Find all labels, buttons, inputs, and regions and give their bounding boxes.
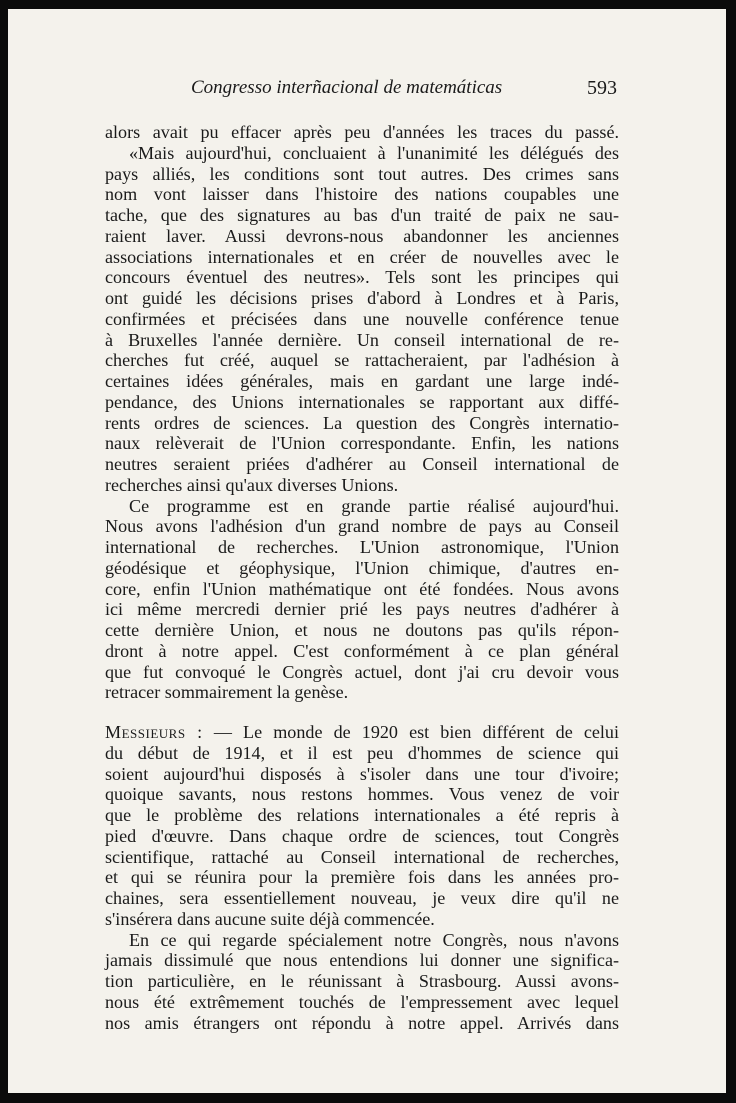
paragraph-2 [105, 496, 619, 704]
text-line: que fut convoqué le Congrès actuel, dont j'ai cru devoir vous [105, 661, 619, 682]
text-line: pied d'œuvre. Dans chaque ordre de sciences, tout Congrès [105, 825, 619, 846]
text-line: nous été extrêmement touchés de l'empressement avec lequel [105, 991, 619, 1012]
text-line: cherches fut créé, auquel se rattacheraient, par l'adhésion à [105, 350, 619, 371]
text-line: ont guidé les décisions prises d'abord à Londres et à Paris, [105, 288, 619, 308]
paragraph-gap [105, 703, 619, 722]
paragraph-1 [105, 122, 619, 496]
text-line: quoique savants, nous restons hommes. Vous venez de voir [105, 784, 619, 805]
text-line: soient aujourd'hui disposés à s'isoler dans une tour d'ivoire; [105, 763, 619, 784]
text-line: neutres seraient priées d'adhérer au Conseil international de [105, 454, 619, 474]
paragraph-4 [105, 930, 619, 1034]
text-line: core, enfin l'Union mathématique ont été fondées. Nous avons [105, 578, 619, 599]
text-line: pays alliés, les conditions sont tout autres. Des crimes sans [105, 163, 619, 184]
text-line: ici même mercredi dernier prié les pays neutres d'adhérer à [105, 599, 619, 620]
text-line: géodésique et géophysique, l'Union chimique, d'autres en- [105, 557, 619, 578]
text-line: naux relèverait de l'Union correspondante. Enfin, les nations [105, 433, 619, 454]
text-line: s'insérera dans aucune suite déjà commencée. [105, 908, 435, 929]
text-line [105, 722, 619, 743]
text-line: international de recherches. L'Union astronomique, l'Union [105, 537, 619, 557]
text-line: associations internationales et en créer de nouvelles avec le [105, 246, 619, 267]
text-line-rest: — Le monde de 1920 est bien différent de celui [202, 722, 619, 742]
page-number: 593 [587, 77, 617, 99]
text-line: Ce programme est en grande partie réalisé aujourd'hui. [129, 495, 619, 516]
body-text [105, 122, 619, 1033]
text-line: nos amis étrangers ont répondu à notre appel. Arrivés dans [105, 1012, 619, 1033]
text-line: tache, que des signatures au bas d'un traité de paix ne sau- [105, 205, 619, 225]
text-line: dront à notre appel. C'est conformément à ce plan général [105, 640, 619, 661]
text-line: «Mais aujourd'hui, concluaient à l'unanimité les délégués des [129, 142, 619, 163]
text-line: rents ordres de sciences. La question des Congrès internatio- [105, 412, 619, 433]
messieurs-lead: Messieurs : [105, 722, 203, 742]
text-line: tion particulière, en le réunissant à Strasbourg. Aussi avons- [105, 971, 619, 991]
running-title: Congresso interñacional de matemáticas [191, 77, 503, 98]
text-line: En ce qui regarde spécialement notre Congrès, nous n'avons [129, 929, 619, 950]
text-line: et qui se réunira pour la première fois dans les années pro- [105, 867, 619, 888]
text-line: concours éventuel des neutres». Tels sont les principes qui [105, 267, 619, 288]
book-page [8, 9, 726, 1093]
text-line: recherches ainsi qu'aux diverses Unions. [105, 474, 399, 495]
text-line: scientifique, rattaché au Conseil international de recherches, [105, 846, 619, 867]
text-line: alors avait pu effacer après peu d'années les traces du passé. [105, 122, 619, 142]
text-line: chaines, sera essentiellement nouveau, je veux dire qu'il ne [105, 888, 619, 908]
text-line: Nous avons l'adhésion d'un grand nombre de pays au Conseil [105, 516, 619, 537]
text-line: certaines idées générales, mais en gardant une large indé- [105, 371, 619, 391]
text-line: pendance, des Unions internationales se rapportant aux diffé- [105, 391, 619, 412]
text-line: à Bruxelles l'année dernière. Un conseil international de re- [105, 329, 619, 350]
text-line: nom vont laisser dans l'histoire des nations coupables une [105, 184, 619, 205]
text-line: jamais dissimulé que nous entendions lui donner une significa- [105, 950, 619, 971]
text-line: du début de 1914, et il est peu d'hommes de science qui [105, 742, 619, 763]
text-line: raient laver. Aussi devrons-nous abandonner les anciennes [105, 225, 619, 246]
text-line: retracer sommairement la genèse. [105, 682, 349, 703]
paragraph-3 [105, 722, 619, 930]
text-line: que le problème des relations internationales a été repris à [105, 805, 619, 825]
text-line: cette dernière Union, et nous ne doutons pas qu'ils répon- [105, 620, 619, 640]
page-header [105, 71, 619, 101]
text-line: confirmées et précisées dans une nouvelle conférence tenue [105, 308, 619, 329]
